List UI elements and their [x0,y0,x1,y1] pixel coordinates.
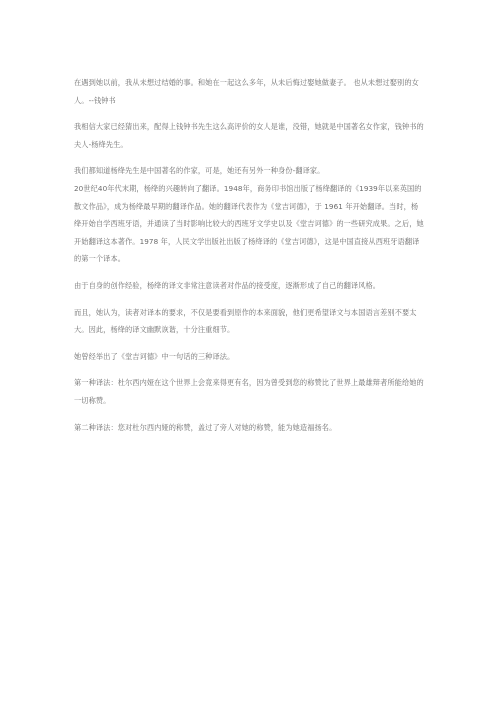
paragraph-7: 她曾经举出了《堂吉诃德》中一句话的三种译法。 [74,351,235,361]
paragraph-3: 我们都知道杨绛先生是中国著名的作家，可是，她还有另外一种身份-翻译家。 [74,166,325,176]
paragraph-5: 由于自身的创作经验，杨绛的译文非常注意读者对作品的接受度，逐渐形成了自己的翻译风格。 [74,280,381,290]
paragraph-8: 第一种译法：杜尔西内娅在这个世界上会竟来得更有名，因为曾受到您的称赞比了世界上最雄辩者所能给她的一切称赞。 [74,378,424,405]
article-body [74,74,424,445]
paragraph-6: 而且，她认为，读者对译本的要求，不仅是要看到原作的本来面貌，他们更希望译文与本国语言差别不要太大。因此，杨绛的译文幽默诙谐，十分注重细节。 [74,307,417,335]
paragraph-9: 第二种译法：您对杜尔西内娅的称赞，盖过了旁人对她的称赞，能为她造福扬名。 [74,422,337,432]
paragraph-2: 我相信大家已经猜出来，配得上钱钟书先生这么高评价的女人是谁，没错，她就是中国著名女作家，钱钟书的夫人-杨绛先生。 [74,122,424,149]
paragraph-1: 在遇到她以前，我从未想过结婚的事。和她在一起这么多年，从未后悔过娶她做妻子。 也从未想过娶别的女人。--钱钟书 [74,78,419,105]
paragraph-4: 20世纪40年代末期，杨绛的兴趣转向了翻译。1948年，商务印书馆出版了杨绛翻译的《1939年以来英国的散文作品》，成为杨绛最早期的翻译作品。她的翻译代表作为《堂吉诃德》，于 1961 年开始翻译。当时，杨绛开始自学西班牙语，并通读了当时影响比较大的西班牙文学史以及《堂吉诃德》的一些研究成果。之后，她开始翻译这本著作。1978 年，人民文学出版社出版了杨绛译的《堂吉诃德》，这是中国直接从西班牙语翻译的第一个译本。 [74,183,424,264]
